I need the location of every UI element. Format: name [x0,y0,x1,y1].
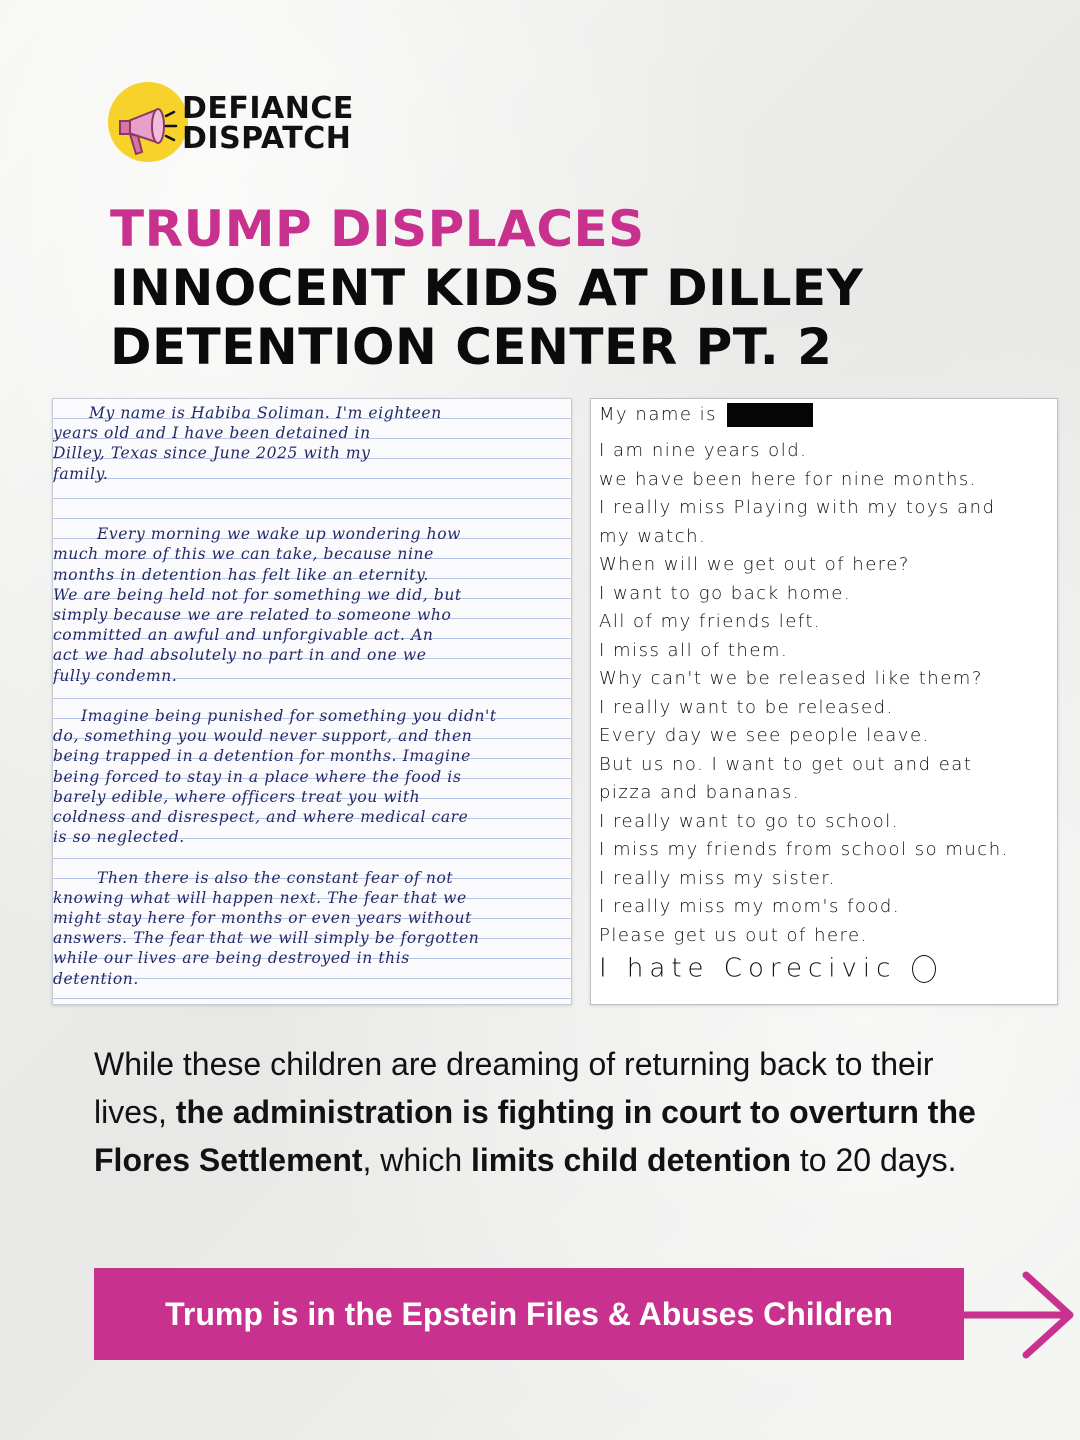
body-bold-2: limits child detention [471,1142,792,1178]
brand-wordmark [182,91,354,156]
letter-habiba-line: committed an awful and unforgivable act. An [53,626,434,645]
headline-line-3: DETENTION CENTER PT. 2 [110,318,833,376]
letter-child-line: I am nine years old. [599,440,808,461]
body-paragraph [94,1040,1014,1184]
letter-child-line: we have been here for nine months. [599,468,977,490]
letter-habiba-line: Dilley, Texas since June 2025 with my [53,444,371,463]
letter-child-line: But us no. I want to get out and eat [599,753,973,775]
letter-child-line: my watch. [599,525,707,547]
letter-child-line: pizza and bananas. [599,782,801,803]
letter-habiba-line: Then there is also the constant fear of not [97,868,454,887]
letter-habiba-line: do, something you would never support, and then [53,727,473,746]
letter-child-line: I really miss my sister. [599,867,836,889]
headline [110,200,1030,377]
body-text-2: , which [362,1142,471,1178]
brand-logo [108,82,398,182]
letter-child-signoff: I hate Corecivic [599,953,897,984]
letter-child-first-line [599,403,813,427]
scared-face-icon [912,955,936,983]
brand-line-1: DEFIANCE [182,91,354,126]
letter-habiba-line: being trapped in a detention for months. Imagine [53,747,471,766]
letter-child-line: All of my friends left. [599,611,822,632]
letter-habiba-line: family. [53,464,109,483]
letter-child-line: I really miss my mom's food. [599,896,901,917]
letter-child-line: I want to go back home. [599,582,852,604]
letter-habiba-line: while our lives are being destroyed in this [53,949,410,968]
letter-habiba-line: months in detention has felt like an eternity. [53,565,429,584]
letter-habiba-line: barely edible, where officers treat you with [53,787,421,806]
cta-label: Trump is in the Epstein Files & Abuses Children [165,1295,893,1332]
letter-habiba-line: is so neglected. [53,828,185,847]
headline-line-2: INNOCENT KIDS AT DILLEY [110,259,864,317]
letter-child [590,398,1058,1005]
letter-habiba-line: We are being held not for something we did, but [53,585,462,604]
letter-child-line: Every day we see people leave. [599,725,930,746]
body-bold-1: the administration is fighting in court to overturn the Flores Settlement [94,1094,976,1178]
letter-child-line: I miss my friends from school so much. [599,839,1009,860]
letter-child-line: When will we get out of here? [599,554,910,575]
letter-child-name-label: My name is [599,404,718,425]
letter-habiba-line: coldness and disrespect, and where medical care [53,808,469,826]
letter-child-last-line [599,955,936,983]
letter-habiba-line: act we had absolutely no part in and one we [53,646,427,665]
cta-button[interactable] [94,1268,964,1360]
letter-habiba-line: detention. [53,969,139,988]
letter-child-line: I miss all of them. [599,639,789,661]
redaction-bar [727,403,813,427]
letter-child-line: Please get us out of here. [599,924,868,946]
letter-child-line: Why can't we be released like them? [599,668,983,689]
brand-line-2: DISPATCH [182,121,352,156]
letter-habiba-line: much more of this we can take, because nine [53,545,434,564]
letter-habiba-line: being forced to stay in a place where the food is [53,767,462,786]
letter-child-line: I really want to go to school. [599,810,900,832]
letter-habiba [52,398,572,1005]
arrow-right-icon[interactable] [964,1270,1076,1360]
letter-child-line: I really want to be released. [599,696,894,718]
letter-habiba-line: fully condemn. [53,666,178,685]
letter-child-line: I really miss Playing with my toys and [599,497,996,518]
letter-habiba-line: answers. The fear that we will simply be forgotten [53,929,480,948]
body-text-1: While these children are dreaming of returning back to their lives, [94,1046,934,1130]
letter-habiba-line: Every morning we wake up wondering how [97,525,462,544]
letter-habiba-line: might stay here for months or even years without [53,909,472,927]
letter-habiba-line: simply because we are related to someone who [53,606,452,624]
letter-habiba-line: My name is Habiba Soliman. I'm eighteen [89,404,442,422]
letter-habiba-line: knowing what will happen next. The fear that we [53,888,467,907]
body-text-3: to 20 days. [791,1142,957,1178]
headline-line-1: TRUMP DISPLACES [110,200,645,258]
letter-habiba-line: Imagine being punished for something you didn't [81,707,497,725]
letter-habiba-line: years old and I have been detained in [53,424,371,443]
